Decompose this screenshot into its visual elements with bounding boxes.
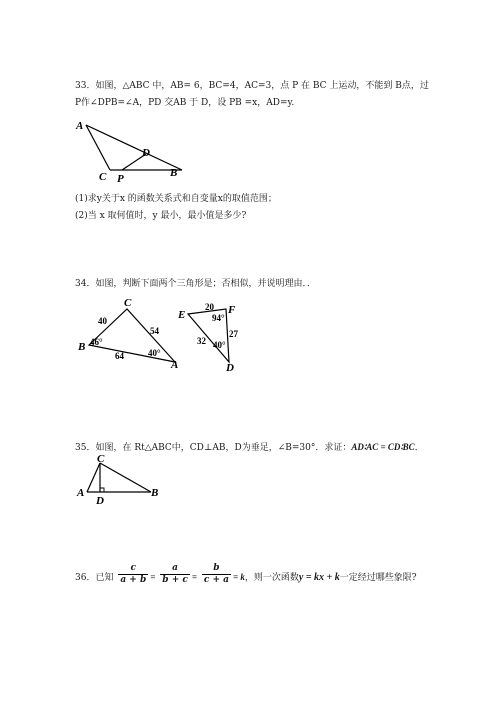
q35-formula: AD∶AC = CD∶BC [351,442,415,452]
label-B: B [170,167,178,179]
angle-F: 94° [212,313,225,323]
q34-left-triangle [75,292,185,372]
segment-CB [100,463,151,492]
q35-figure [75,455,170,510]
label-E: E [178,309,186,321]
label-D: D [226,362,234,374]
fraction-1-denominator: a + b [120,575,147,585]
fraction-a-over-b-plus-c [160,563,190,586]
fraction-c-over-a-plus-b [118,563,148,586]
length-EF: 20 [205,302,214,312]
q33-sub-1: (1)求y关于x 的函数关系式和自变量x的取值范围； [75,194,277,204]
linear-function: y = kx + k [298,572,340,583]
q33-line-2: P作∠DPB=∠A，PD 交AB 于 D，设 PB =x，AD=y. [75,98,295,108]
q34-line: 34．如图，判断下面两个三角形是；否相似，并说明理由．． [75,279,316,289]
label-D: D [96,495,104,507]
label-P: P [117,173,124,185]
angle-B: 46° [90,337,103,347]
equals-k: = k [233,572,245,582]
equals-sign-1: = [150,572,156,582]
label-C: C [99,171,107,183]
label-F: F [228,304,236,316]
q36-suffix: 一定经过哪些象限? [339,573,417,583]
fraction-3-denominator: c + a [203,575,230,585]
q33-sub-2: (2)当 x 取何值时，y 最小，最小值是多少? [75,211,247,221]
label-B: B [78,341,86,353]
label-B: B [151,487,159,499]
angle-D: 40° [213,340,226,350]
q36-prefix: 36．已知 [75,573,114,583]
q34-right-triangle [172,300,242,372]
segment-AB [86,125,182,170]
q33-line-1: 33．如图，△ABC 中，AB= 6，BC=4，AC=3，点 P 在 BC 上运动，不能到 B点，过 [75,81,429,91]
label-A: A [171,359,179,371]
length-ED: 32 [197,336,206,346]
q35-prefix: 35．如图，在 Rt△ABC中，CD⊥AB，D为垂足，∠B=30°．求证： [75,443,352,453]
fraction-2-denominator: b + c [162,575,188,585]
label-C: C [97,453,105,465]
label-C: C [124,297,132,309]
q35-line [75,441,424,454]
length-BA: 64 [115,351,124,361]
label-A: A [76,120,84,132]
angle-A: 40° [148,348,161,358]
label-D: D [142,147,150,159]
q33-figure [70,115,190,185]
q36-middle: ，则一次函数 [244,573,299,583]
length-CA: 54 [150,326,159,336]
fraction-b-over-c-plus-a [202,563,231,586]
length-BC: 40 [98,316,107,326]
label-A: A [77,487,85,499]
segment-AC [86,125,110,170]
segment-AC [87,463,100,492]
fraction-1-numerator: c [130,563,137,573]
q36-line [75,563,417,589]
length-FD: 27 [229,329,238,339]
equals-sign-2: = [191,572,198,582]
fraction-3-numerator: b [213,563,220,573]
q35-end: ． [414,443,424,453]
fraction-2-numerator: a [172,563,178,573]
